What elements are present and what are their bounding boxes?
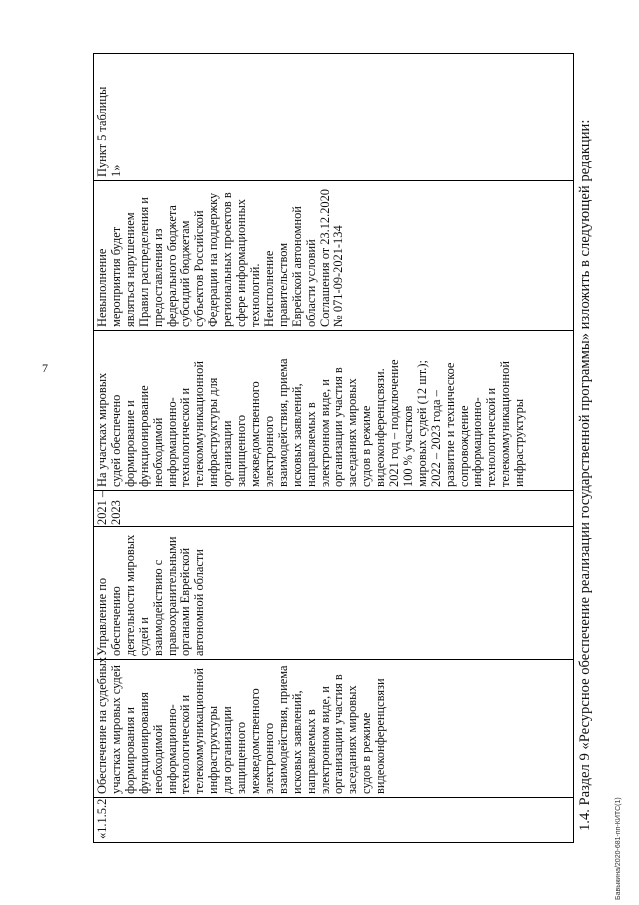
cell-line: видеоконференцсвязи xyxy=(373,678,388,794)
cell-line: телекоммуникационной xyxy=(192,668,207,794)
cell-line: мероприятия будет xyxy=(108,226,123,327)
cell-line: 2021 – xyxy=(95,490,109,525)
cell-line: обеспечению xyxy=(108,586,123,656)
cell-line: судов в режиме xyxy=(359,712,374,794)
cell-consequences xyxy=(94,180,573,330)
cell-line: правительством xyxy=(275,242,290,327)
rotated-content xyxy=(93,53,611,843)
cell-line: деятельности мировых xyxy=(122,534,137,656)
cell-line: Обеспечение на судебных xyxy=(95,656,109,794)
cell-line: исковых заявлений, xyxy=(289,690,304,794)
cell-line: видеоконференцсвязи. xyxy=(373,368,388,487)
cell-line: являться нарушением xyxy=(122,212,137,327)
cell-line: формирования и xyxy=(122,707,137,794)
cell-line: органами Еврейской xyxy=(178,547,193,656)
cell-line: судей обеспечено xyxy=(108,394,123,487)
cell-line: субъектов Российской xyxy=(192,210,207,327)
cell-line: 1» xyxy=(108,164,123,177)
cell-line: Правил распределения и xyxy=(136,197,151,327)
cell-line: электронного xyxy=(261,415,276,487)
cell-line: Пункт 5 таблицы xyxy=(95,86,109,177)
cell-line: межведомственного xyxy=(247,381,262,487)
cell-line: технологической и xyxy=(484,387,499,487)
program-table xyxy=(93,53,574,843)
cell-line: правоохранительными xyxy=(164,536,179,656)
cell-line: региональных проектов в xyxy=(220,192,235,327)
cell-line: мировых судей (12 шт.); xyxy=(414,360,429,487)
cell-line: взаимодействию с xyxy=(150,559,165,656)
cell-line: необходимой xyxy=(150,724,165,794)
cell-line: Федерации на поддержку xyxy=(206,192,221,327)
cell-line: заседаниях мировых xyxy=(345,685,360,794)
cell-line: 2022 – 2023 года – xyxy=(428,390,443,487)
cell-item-number xyxy=(94,797,573,842)
cell-line: телекоммуникационной xyxy=(192,361,207,487)
cell-line: Неисполнение xyxy=(261,250,276,327)
cell-expected-result xyxy=(94,330,573,490)
cell-line: технологической и xyxy=(178,694,193,794)
cell-line: области условий xyxy=(303,239,318,327)
cell-line: 2021 год – подключение xyxy=(387,359,402,487)
cell-line: информационно- xyxy=(164,704,179,794)
cell-line: Еврейской автономной xyxy=(289,206,304,327)
cell-line: организации участия в xyxy=(331,367,346,487)
cell-line: организации xyxy=(220,420,235,487)
cell-line: телекоммуникационной xyxy=(498,361,513,487)
cell-period xyxy=(94,490,573,526)
cell-line: направляемых в xyxy=(303,709,318,794)
cell-line: участках мировых судей xyxy=(108,665,123,794)
cell-line: организации участия в xyxy=(331,674,346,794)
cell-line: развитие и техническое xyxy=(442,362,457,487)
cell-line: «1.1.5.2 xyxy=(95,798,109,839)
cell-line: автономной области xyxy=(192,549,207,656)
cell-line: федерального бюджета xyxy=(164,205,179,327)
cell-line: Невыполнение xyxy=(95,248,109,327)
cell-line: электронного xyxy=(261,722,276,794)
cell-line: Управление по xyxy=(95,577,109,656)
cell-line: технологий. xyxy=(247,263,262,327)
cell-line: инфраструктуры для xyxy=(206,377,221,487)
cell-line: инфраструктуры xyxy=(512,398,527,487)
cell-line: инфраструктуры xyxy=(206,705,221,794)
cell-line: исковых заявлений, xyxy=(289,383,304,487)
cell-line: № 071-09-2021-134 xyxy=(331,225,346,327)
cell-line: защищенного xyxy=(234,414,249,487)
document-reference: Бавыкина/2020-681-пп-КИТС(1) xyxy=(615,797,622,900)
cell-line: 2023 xyxy=(108,500,123,525)
cell-line: формирование и xyxy=(122,400,137,487)
cell-measure-name xyxy=(94,656,573,797)
cell-line: На участках мировых xyxy=(95,372,109,487)
cell-line: информационно- xyxy=(164,397,179,487)
cell-line: для организации xyxy=(220,706,235,794)
cell-line: электронном виде, и xyxy=(317,379,332,487)
cell-line: Соглашения от 23.12.2020 xyxy=(317,189,332,327)
cell-line: сопровождение xyxy=(456,405,471,487)
cell-indicator-link xyxy=(94,52,573,180)
cell-line: субсидий бюджетам xyxy=(178,220,193,327)
cell-line: функционирование xyxy=(136,385,151,487)
cell-line: защищенного xyxy=(234,721,249,794)
cell-line: заседаниях мировых xyxy=(345,378,360,487)
cell-responsible-executor xyxy=(94,526,573,659)
cell-line: взаимодействия, приема xyxy=(275,665,290,794)
cell-line: электронном виде, и xyxy=(317,686,332,794)
cell-line: судей и xyxy=(136,617,151,656)
cell-line: сфере информационных xyxy=(234,199,249,327)
cell-line: функционирования xyxy=(136,692,151,794)
cell-line: технологической и xyxy=(178,387,193,487)
section-instruction: 1.4. Раздел 9 «Ресурсное обеспечение реализации государственной программы» изложить в следующей редакции: xyxy=(577,119,593,831)
cell-line: межведомственного xyxy=(247,688,262,794)
cell-line: необходимой xyxy=(150,417,165,487)
cell-line: судов в режиме xyxy=(359,405,374,487)
page-number: 7 xyxy=(42,361,48,375)
cell-line: 100 % участков xyxy=(400,405,415,487)
cell-line: информационно- xyxy=(470,397,485,487)
cell-line: направляемых в xyxy=(303,402,318,487)
cell-line: предоставления из xyxy=(150,228,165,327)
cell-line: взаимодействия, приема xyxy=(275,358,290,487)
